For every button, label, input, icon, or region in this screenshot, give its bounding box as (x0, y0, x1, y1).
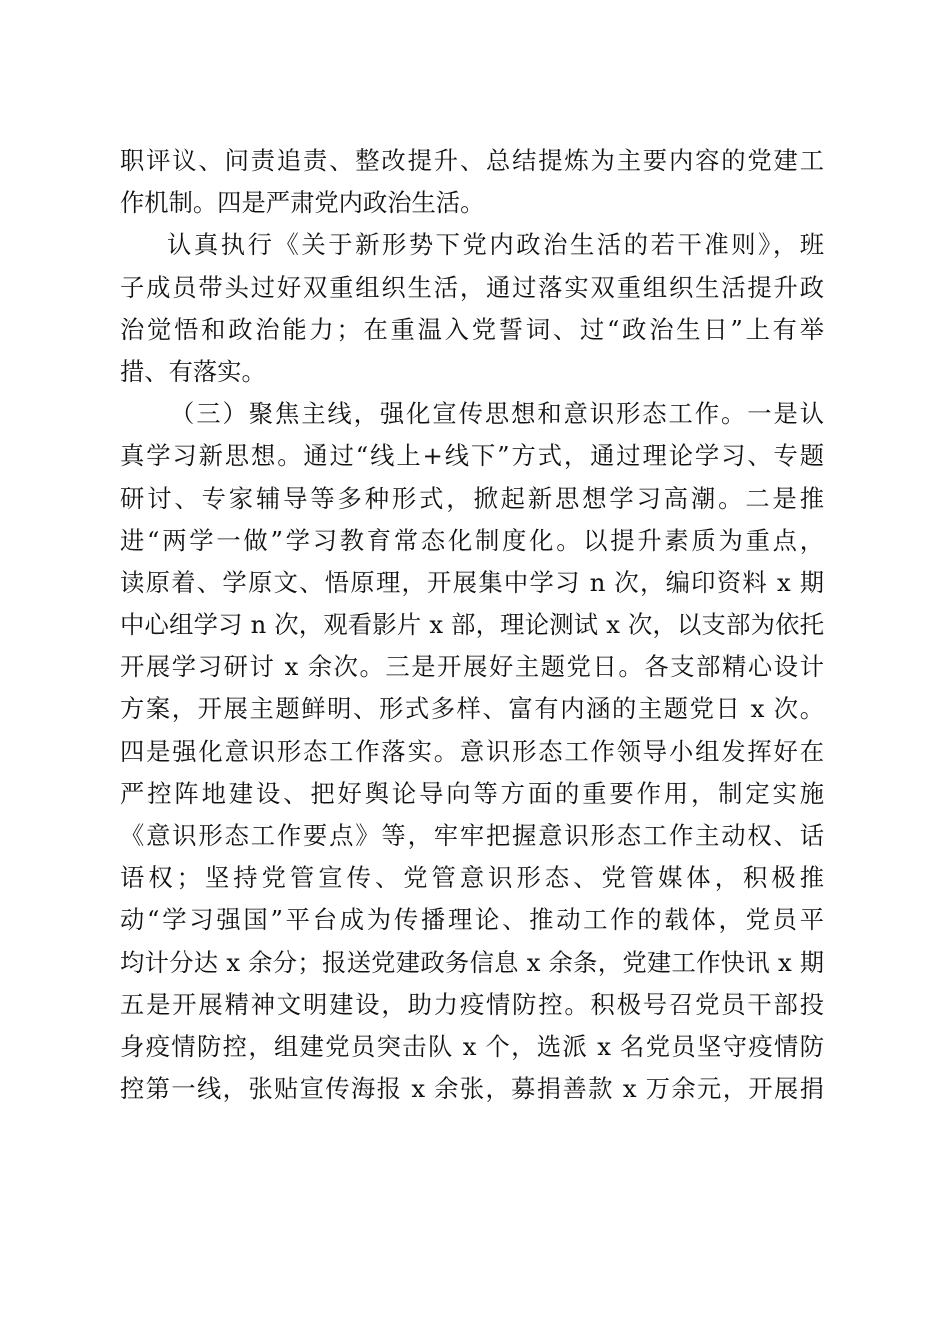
document-body (120, 140, 824, 1110)
text-line: 中心组学习 n 次，观看影片 x 部，理论测试 x 次，以支部为依托 (120, 610, 824, 640)
text-line: 开展学习研讨 x 余次。三是开展好主题党日。各支部精心设计 (120, 652, 824, 682)
text-line: 措、有落实。 (120, 356, 266, 386)
section-heading-line: （三）聚焦主线，强化宣传思想和意识形态工作。一是认 (170, 399, 824, 429)
text-line: 进“两学一做”学习教育常态化制度化。以提升素质为重点， (120, 525, 824, 555)
text-line: 身疫情防控，组建党员突击队 x 个，选派 x 名党员坚守疫情防 (120, 1031, 824, 1061)
text-line: 职评议、问责追责、整改提升、总结提炼为主要内容的党建工 (120, 146, 824, 175)
text-line: 语权；坚持党管宣传、党管意识形态、党管媒体，积极推 (120, 863, 824, 893)
text-line: 治觉悟和政治能力；在重温入党誓词、过“政治生日”上有举 (120, 314, 824, 344)
text-line: 严控阵地建设、把好舆论导向等方面的重要作用，制定实施 (120, 778, 824, 808)
text-line: 四是强化意识形态工作落实。意识形态工作领导小组发挥好在 (120, 736, 824, 766)
text-line: 五是开展精神文明建设，助力疫情防控。积极号召党员干部投 (120, 989, 824, 1019)
text-line: 读原着、学原文、悟原理，开展集中学习 n 次，编印资料 x 期 (120, 567, 824, 597)
paragraph-first-line: 认真执行《关于新形势下党内政治生活的若干准则》，班 (167, 230, 824, 260)
text-line: 作机制。四是严肃党内政治生活。 (120, 188, 485, 218)
text-line: 均计分达 x 余分；报送党建政务信息 x 余条，党建工作快讯 x 期 (120, 947, 824, 977)
text-line: 动“学习强国”平台成为传播理论、推动工作的载体，党员平 (120, 905, 824, 935)
text-line: 《意识形态工作要点》等，牢牢把握意识形态工作主动权、话 (120, 821, 824, 850)
text-line: 真学习新思想。通过“线上+线下”方式，通过理论学习、专题 (120, 441, 824, 471)
text-line: 控第一线，张贴宣传海报 x 余张，募捐善款 x 万余元，开展捐 (120, 1074, 824, 1104)
text-line: 研讨、专家辅导等多种形式，掀起新思想学习高潮。二是推 (120, 483, 824, 513)
text-line: 方案，开展主题鲜明、形式多样、富有内涵的主题党日 x 次。 (120, 694, 824, 724)
text-line: 子成员带头过好双重组织生活，通过落实双重组织生活提升政 (120, 272, 824, 302)
